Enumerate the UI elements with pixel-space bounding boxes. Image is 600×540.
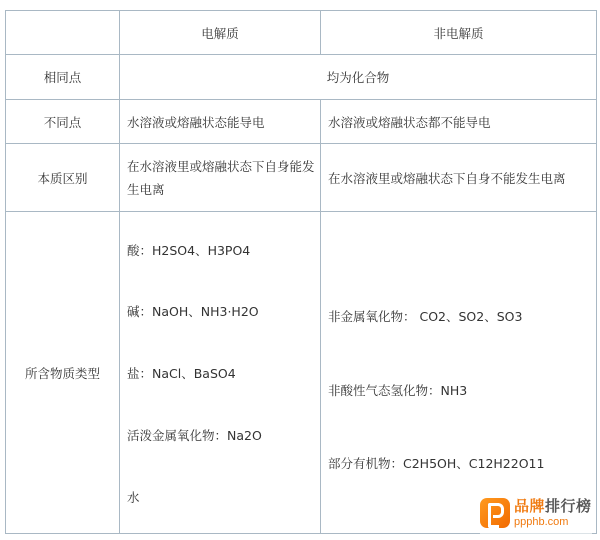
types-electrolyte-cell (120, 212, 321, 534)
row-types (6, 212, 597, 534)
list-item: 非金属氧化物： CO2、SO2、SO3 (328, 309, 523, 324)
row-label-diff: 不同点 (6, 100, 120, 144)
row-same (6, 55, 597, 100)
brand-p-icon (480, 498, 510, 528)
list-item: 水 (127, 489, 140, 505)
essence-non-electrolyte-cell: 在水溶液里或熔融状态下自身不能发生电离 (321, 144, 597, 212)
list-item: 盐：NaCl、BaSO4 (127, 366, 236, 381)
row-diff (6, 100, 597, 144)
watermark-url: ppphb.com (514, 515, 569, 528)
types-non-electrolyte-cell (321, 212, 597, 534)
header-empty-cell (6, 11, 120, 55)
header-electrolyte: 电解质 (120, 11, 321, 55)
diff-electrolyte-cell: 水溶液或熔融状态能导电 (120, 100, 321, 144)
header-row (6, 11, 597, 55)
row-label-essence: 本质区别 (6, 144, 120, 212)
watermark-text (514, 496, 592, 528)
electrolyte-type-list (127, 232, 316, 514)
list-item: 活泼金属氧化物：Na2O (127, 427, 262, 443)
diff-non-electrolyte-cell: 水溶液或熔融状态都不能导电 (321, 100, 597, 144)
row-label-types: 所含物质类型 (6, 212, 120, 534)
comparison-table (5, 10, 597, 534)
list-item: 碱：NaOH、NH3·H2O (127, 304, 259, 320)
non-electrolyte-type-list (328, 307, 592, 472)
same-merged-cell: 均为化合物 (120, 55, 597, 100)
row-label-same: 相同点 (6, 55, 120, 100)
list-item: 酸：H2SO4、H3PO4 (127, 242, 251, 258)
header-non-electrolyte: 非电解质 (321, 11, 597, 55)
watermark-brand-b: 排行榜 (545, 496, 592, 515)
watermark-brand-a: 品牌 (514, 496, 546, 515)
row-essence (6, 144, 597, 212)
essence-electrolyte-cell: 在水溶液里或熔融状态下自身能发生电离 (120, 144, 321, 212)
watermark-brand (514, 496, 592, 515)
list-item: 非酸性气态氢化物：NH3 (328, 382, 468, 398)
watermark-logo (480, 492, 592, 534)
list-item: 部分有机物：C2H5OH、C12H22O11 (328, 456, 545, 471)
